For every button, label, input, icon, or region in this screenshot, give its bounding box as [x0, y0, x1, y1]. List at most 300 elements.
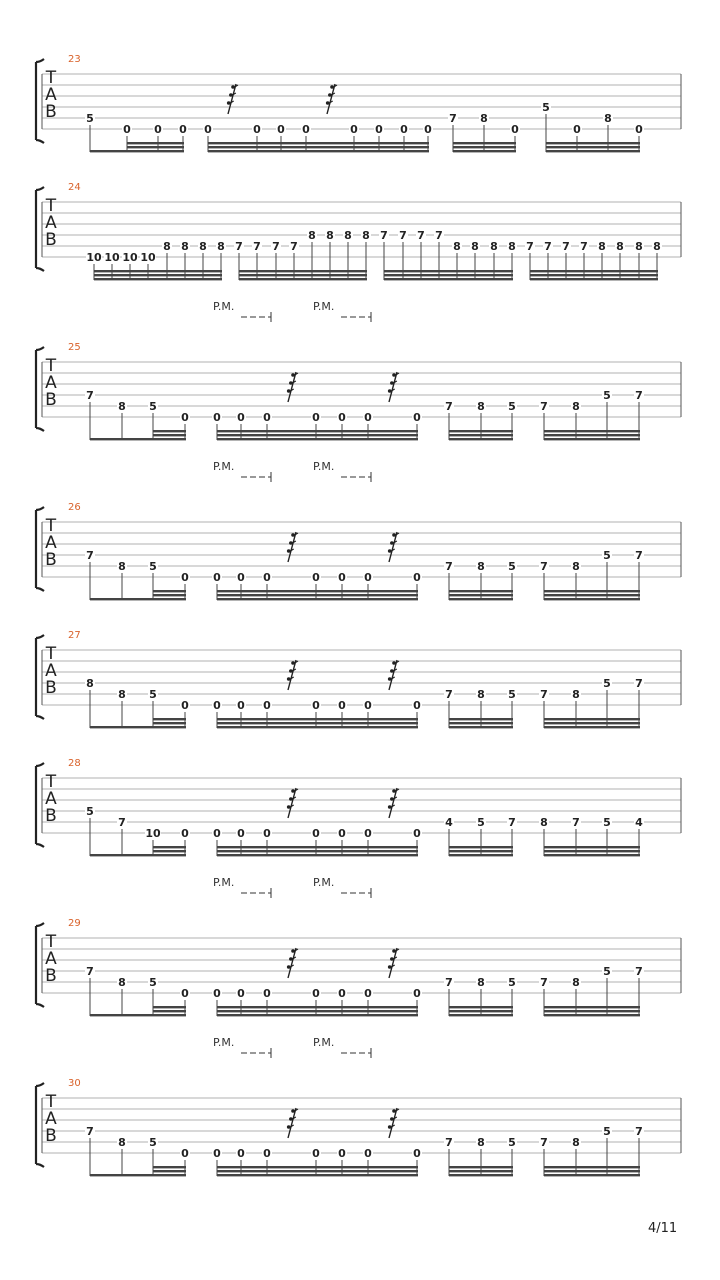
fret-number: 10 — [140, 251, 156, 264]
fret-number: 8 — [480, 112, 488, 125]
fret-number: 7 — [86, 1125, 94, 1138]
fret-number: 8 — [308, 229, 316, 242]
fret-number: 8 — [118, 1136, 126, 1149]
beam — [449, 846, 513, 848]
fret-number: 5 — [603, 389, 611, 402]
beam — [208, 150, 429, 152]
beam — [449, 1166, 513, 1168]
fret-number: 0 — [375, 123, 383, 136]
fret-number: 5 — [603, 549, 611, 562]
fret-number: 4 — [635, 816, 643, 829]
beam — [217, 434, 418, 436]
beam — [544, 434, 640, 436]
beam — [544, 430, 640, 432]
beam — [153, 846, 186, 848]
beam — [217, 1014, 418, 1016]
fret-number: 4 — [445, 816, 453, 829]
fret-number: 0 — [181, 571, 189, 584]
beam — [384, 270, 513, 272]
beam — [153, 850, 186, 852]
tab-clef-letter: T — [45, 644, 57, 664]
fret-number: 8 — [477, 976, 485, 989]
beam — [449, 1170, 513, 1172]
fret-number: 7 — [449, 112, 457, 125]
fret-number: 0 — [400, 123, 408, 136]
fret-number: 8 — [477, 688, 485, 701]
fret-number: 7 — [399, 229, 407, 242]
beam — [153, 430, 186, 432]
tab-clef-letter: T — [45, 932, 57, 952]
fret-number: 5 — [603, 816, 611, 829]
beam — [449, 850, 513, 852]
fret-number: 0 — [204, 123, 212, 136]
fret-number: 8 — [616, 240, 624, 253]
tab-clef-letter: A — [45, 661, 57, 681]
tab-clef-letter: T — [45, 68, 57, 88]
palm-mute-marking — [313, 300, 371, 322]
fret-number: 5 — [477, 816, 485, 829]
beam — [544, 598, 640, 600]
fret-number: 0 — [364, 987, 372, 1000]
beam — [208, 146, 429, 148]
fret-number: 7 — [635, 677, 643, 690]
fret-number: 7 — [635, 965, 643, 978]
beam — [544, 726, 640, 728]
fret-number: 8 — [572, 688, 580, 701]
beam — [127, 142, 184, 144]
fret-number: 7 — [445, 976, 453, 989]
fret-number: 0 — [312, 571, 320, 584]
sixteenth-rest — [326, 84, 337, 114]
tab-system — [36, 758, 681, 856]
fret-number: 8 — [653, 240, 661, 253]
fret-number: 7 — [540, 688, 548, 701]
fret-number: 5 — [149, 1136, 157, 1149]
beam — [449, 594, 513, 596]
page-number: 4/11 — [648, 1221, 678, 1236]
fret-number: 0 — [364, 571, 372, 584]
beam — [530, 270, 658, 272]
fret-number: 8 — [540, 816, 548, 829]
fret-number: 8 — [362, 229, 370, 242]
fret-number: 0 — [338, 1147, 346, 1160]
fret-number: 0 — [338, 411, 346, 424]
beam — [449, 430, 513, 432]
palm-mute-label: P.M. — [313, 876, 335, 889]
beam — [217, 1006, 418, 1008]
sixteenth-rest — [388, 660, 399, 690]
fret-number: 0 — [123, 123, 131, 136]
tab-clef-letter: B — [45, 390, 57, 410]
fret-number: 0 — [263, 699, 271, 712]
beam — [217, 854, 418, 856]
fret-number: 7 — [290, 240, 298, 253]
beam — [449, 1174, 513, 1176]
fret-number: 0 — [213, 1147, 221, 1160]
beam — [449, 590, 513, 592]
fret-number: 10 — [86, 251, 102, 264]
palm-mute-label: P.M. — [313, 1036, 335, 1049]
fret-number: 8 — [572, 976, 580, 989]
beam — [90, 438, 186, 440]
beam — [546, 150, 640, 152]
measure-number: 28 — [68, 758, 81, 769]
palm-mute-label: P.M. — [213, 876, 235, 889]
fret-number: 7 — [445, 400, 453, 413]
fret-number: 7 — [635, 389, 643, 402]
palm-mute-label: P.M. — [213, 460, 235, 473]
fret-number: 7 — [253, 240, 261, 253]
tab-system — [36, 54, 681, 152]
fret-number: 0 — [181, 699, 189, 712]
fret-number: 8 — [217, 240, 225, 253]
tab-clef-letter: A — [45, 1109, 57, 1129]
system-bracket — [36, 1083, 44, 1167]
fret-number: 0 — [364, 411, 372, 424]
fret-number: 5 — [603, 965, 611, 978]
fret-number: 0 — [154, 123, 162, 136]
fret-number: 7 — [235, 240, 243, 253]
fret-number: 0 — [312, 827, 320, 840]
measure-number: 23 — [68, 54, 81, 65]
beam — [217, 1166, 418, 1168]
tab-clef-letter: A — [45, 533, 57, 553]
tab-system — [36, 630, 681, 728]
tab-clef-letter: B — [45, 1126, 57, 1146]
fret-number: 0 — [237, 827, 245, 840]
fret-number: 0 — [413, 411, 421, 424]
fret-number: 7 — [435, 229, 443, 242]
fret-number: 7 — [540, 560, 548, 573]
palm-mute-label: P.M. — [213, 300, 235, 313]
fret-number: 8 — [635, 240, 643, 253]
fret-number: 5 — [86, 112, 94, 125]
fret-number: 7 — [635, 549, 643, 562]
fret-number: 7 — [540, 976, 548, 989]
beam — [530, 274, 658, 276]
fret-number: 0 — [413, 987, 421, 1000]
fret-number: 5 — [508, 688, 516, 701]
beam — [449, 434, 513, 436]
beam — [94, 274, 222, 276]
sixteenth-rest — [287, 532, 298, 562]
beam — [449, 1010, 513, 1012]
tab-system — [36, 460, 681, 600]
fret-number: 0 — [237, 1147, 245, 1160]
fret-number: 0 — [573, 123, 581, 136]
fret-number: 7 — [445, 1136, 453, 1149]
fret-number: 0 — [179, 123, 187, 136]
fret-number: 0 — [511, 123, 519, 136]
sixteenth-rest — [287, 372, 298, 402]
tab-system — [36, 1036, 681, 1176]
beam — [90, 1014, 186, 1016]
fret-number: 0 — [302, 123, 310, 136]
tab-clef-letter: A — [45, 373, 57, 393]
sixteenth-rest — [388, 532, 399, 562]
fret-number: 0 — [237, 987, 245, 1000]
fret-number: 0 — [312, 699, 320, 712]
fret-number: 0 — [181, 987, 189, 1000]
beam — [90, 726, 186, 728]
system-bracket — [36, 635, 44, 719]
beam — [544, 438, 640, 440]
fret-number: 8 — [344, 229, 352, 242]
sixteenth-rest — [388, 948, 399, 978]
fret-number: 5 — [508, 560, 516, 573]
fret-number: 7 — [380, 229, 388, 242]
fret-number: 0 — [213, 411, 221, 424]
fret-number: 0 — [213, 827, 221, 840]
palm-mute-label: P.M. — [313, 300, 335, 313]
tab-clef-letter: A — [45, 85, 57, 105]
beam — [544, 1014, 640, 1016]
measure-number: 29 — [68, 918, 81, 929]
beam — [217, 718, 418, 720]
fret-number: 5 — [149, 560, 157, 573]
fret-number: 7 — [540, 400, 548, 413]
fret-number: 0 — [312, 1147, 320, 1160]
sixteenth-rest — [388, 372, 399, 402]
fret-number: 0 — [338, 827, 346, 840]
beam — [127, 146, 184, 148]
fret-number: 0 — [413, 571, 421, 584]
beam — [449, 1006, 513, 1008]
fret-number: 0 — [263, 1147, 271, 1160]
fret-number: 0 — [181, 1147, 189, 1160]
beam — [90, 150, 184, 152]
beam — [449, 438, 513, 440]
beam — [153, 718, 186, 720]
fret-number: 0 — [263, 827, 271, 840]
fret-number: 0 — [364, 827, 372, 840]
beam — [544, 594, 640, 596]
fret-number: 8 — [181, 240, 189, 253]
fret-number: 8 — [453, 240, 461, 253]
fret-number: 8 — [572, 1136, 580, 1149]
fret-number: 8 — [118, 400, 126, 413]
beam — [453, 150, 516, 152]
tab-clef-letter: T — [45, 772, 57, 792]
beam — [544, 1010, 640, 1012]
fret-number: 7 — [118, 816, 126, 829]
fret-number: 8 — [572, 560, 580, 573]
beam — [217, 430, 418, 432]
fret-number: 5 — [542, 101, 550, 114]
beam — [449, 722, 513, 724]
palm-mute-marking — [213, 460, 271, 482]
beam — [546, 146, 640, 148]
fret-number: 5 — [603, 1125, 611, 1138]
fret-number: 0 — [263, 987, 271, 1000]
fret-number: 8 — [163, 240, 171, 253]
fret-number: 8 — [118, 688, 126, 701]
beam — [453, 146, 516, 148]
tab-clef-letter: T — [45, 516, 57, 536]
fret-number: 0 — [338, 987, 346, 1000]
sixteenth-rest — [287, 948, 298, 978]
measure-number: 24 — [68, 182, 81, 193]
beam — [90, 854, 186, 856]
beam — [217, 726, 418, 728]
beam — [90, 598, 186, 600]
tab-clef-letter: T — [45, 196, 57, 216]
fret-number: 8 — [477, 1136, 485, 1149]
fret-number: 0 — [253, 123, 261, 136]
beam — [384, 274, 513, 276]
beam — [153, 434, 186, 436]
fret-number: 5 — [149, 688, 157, 701]
beam — [544, 1006, 640, 1008]
fret-number: 10 — [104, 251, 120, 264]
beam — [153, 1170, 186, 1172]
fret-number: 10 — [145, 827, 161, 840]
tab-clef-letter: A — [45, 789, 57, 809]
beam — [239, 270, 367, 272]
beam — [153, 1006, 186, 1008]
palm-mute-marking — [313, 460, 371, 482]
beam — [449, 854, 513, 856]
tab-clef-letter: B — [45, 550, 57, 570]
beam — [544, 854, 640, 856]
fret-number: 0 — [181, 827, 189, 840]
fret-number: 0 — [635, 123, 643, 136]
beam — [544, 850, 640, 852]
fret-number: 7 — [445, 688, 453, 701]
beam — [544, 718, 640, 720]
tab-clef-letter: B — [45, 230, 57, 250]
fret-number: 5 — [86, 805, 94, 818]
fret-number: 0 — [424, 123, 432, 136]
beam — [217, 846, 418, 848]
palm-mute-marking — [213, 300, 271, 322]
fret-number: 0 — [338, 571, 346, 584]
tab-clef-letter: A — [45, 949, 57, 969]
beam — [153, 1166, 186, 1168]
fret-number: 0 — [312, 987, 320, 1000]
fret-number: 7 — [526, 240, 534, 253]
beam — [217, 438, 418, 440]
beam — [208, 142, 429, 144]
fret-number: 7 — [86, 549, 94, 562]
fret-number: 7 — [417, 229, 425, 242]
sixteenth-rest — [388, 1108, 399, 1138]
beam — [544, 722, 640, 724]
fret-number: 8 — [598, 240, 606, 253]
beam — [217, 590, 418, 592]
beam — [544, 1170, 640, 1172]
fret-number: 8 — [199, 240, 207, 253]
beam — [384, 278, 513, 280]
fret-number: 0 — [263, 411, 271, 424]
fret-number: 7 — [562, 240, 570, 253]
tab-clef-letter: T — [45, 356, 57, 376]
tab-clef-letter: A — [45, 213, 57, 233]
fret-number: 7 — [445, 560, 453, 573]
palm-mute-marking — [213, 1036, 271, 1058]
fret-number: 0 — [213, 987, 221, 1000]
system-bracket — [36, 763, 44, 847]
fret-number: 0 — [213, 571, 221, 584]
palm-mute-marking — [313, 876, 371, 898]
fret-number: 7 — [272, 240, 280, 253]
fret-number: 0 — [237, 571, 245, 584]
beam — [449, 718, 513, 720]
beam — [153, 594, 186, 596]
tab-clef-letter: B — [45, 966, 57, 986]
sixteenth-rest — [287, 788, 298, 818]
palm-mute-marking — [313, 1036, 371, 1058]
fret-number: 0 — [181, 411, 189, 424]
fret-number: 5 — [603, 677, 611, 690]
tab-clef-letter: B — [45, 806, 57, 826]
fret-number: 8 — [477, 400, 485, 413]
fret-number: 7 — [572, 816, 580, 829]
tab-system — [36, 182, 681, 280]
fret-number: 8 — [604, 112, 612, 125]
measure-number: 27 — [68, 630, 81, 641]
sixteenth-rest — [388, 788, 399, 818]
beam — [449, 1014, 513, 1016]
beam — [449, 598, 513, 600]
beam — [153, 1010, 186, 1012]
measure-number: 30 — [68, 1078, 81, 1089]
fret-number: 5 — [508, 976, 516, 989]
fret-number: 7 — [86, 965, 94, 978]
fret-number: 8 — [490, 240, 498, 253]
palm-mute-marking — [213, 876, 271, 898]
sixteenth-rest — [287, 660, 298, 690]
fret-number: 8 — [477, 560, 485, 573]
beam — [217, 722, 418, 724]
tab-system — [36, 876, 681, 1016]
beam — [544, 846, 640, 848]
fret-number: 0 — [237, 699, 245, 712]
beam — [217, 1174, 418, 1176]
fret-number: 0 — [213, 699, 221, 712]
fret-number: 8 — [86, 677, 94, 690]
measure-number: 26 — [68, 502, 81, 513]
system-bracket — [36, 347, 44, 431]
palm-mute-label: P.M. — [213, 1036, 235, 1049]
fret-number: 0 — [350, 123, 358, 136]
tab-clef-letter: T — [45, 1092, 57, 1112]
fret-number: 0 — [413, 699, 421, 712]
beam — [217, 594, 418, 596]
fret-number: 0 — [263, 571, 271, 584]
system-bracket — [36, 923, 44, 1007]
tab-clef-letter: B — [45, 102, 57, 122]
fret-number: 0 — [338, 699, 346, 712]
fret-number: 8 — [471, 240, 479, 253]
beam — [453, 142, 516, 144]
beam — [94, 278, 222, 280]
system-bracket — [36, 507, 44, 591]
beam — [544, 1166, 640, 1168]
system-bracket — [36, 59, 44, 143]
beam — [153, 722, 186, 724]
fret-number: 5 — [149, 400, 157, 413]
fret-number: 7 — [508, 816, 516, 829]
tab-system — [36, 300, 681, 440]
measure-number: 25 — [68, 342, 81, 353]
beam — [217, 1010, 418, 1012]
sixteenth-rest — [287, 1108, 298, 1138]
beam — [546, 142, 640, 144]
fret-number: 8 — [118, 560, 126, 573]
tab-clef-letter: B — [45, 678, 57, 698]
fret-number: 0 — [364, 1147, 372, 1160]
